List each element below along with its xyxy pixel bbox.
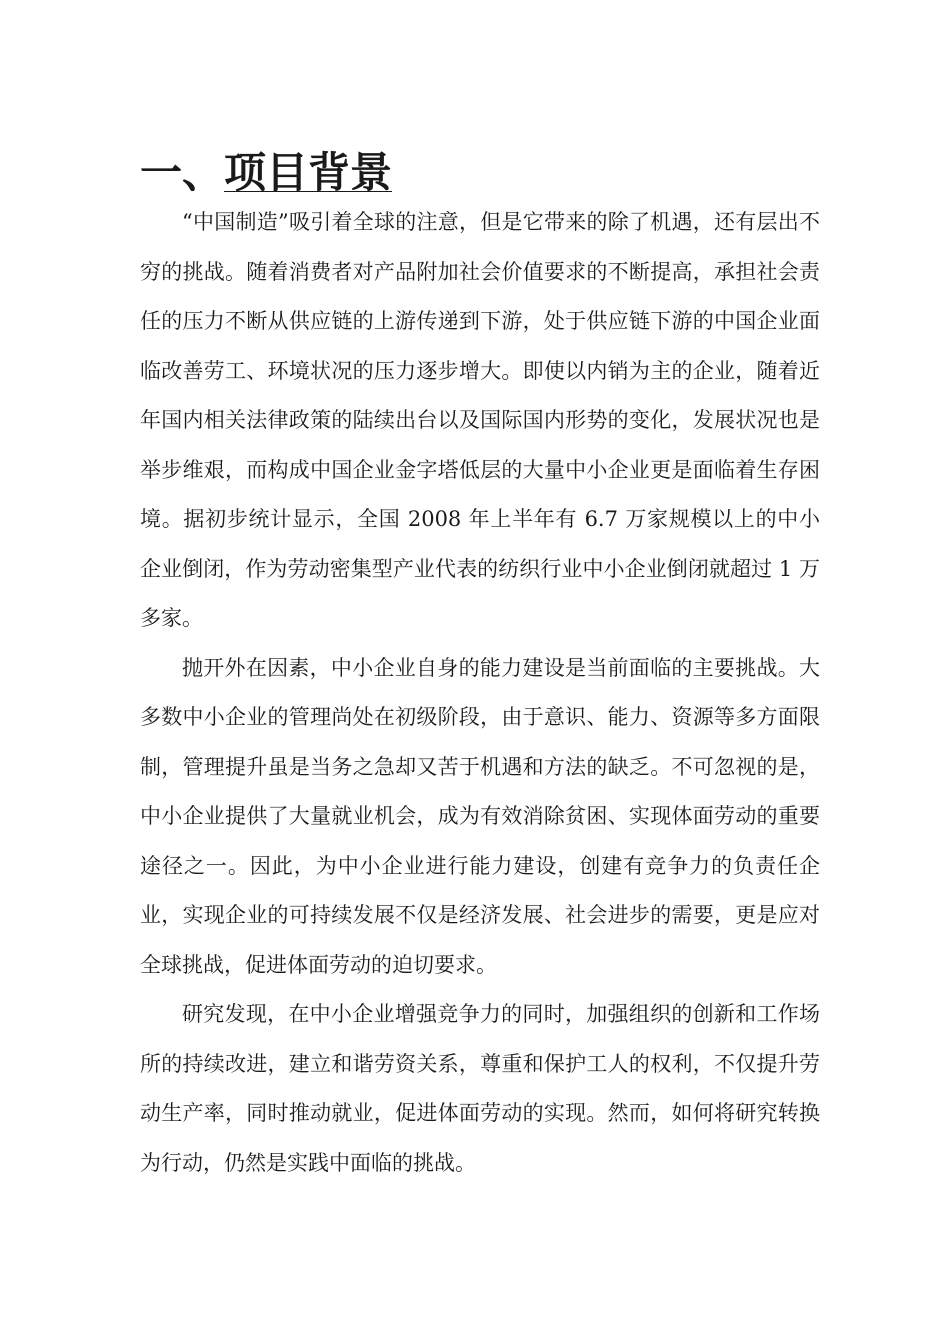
section-number: 一、 <box>140 148 225 197</box>
section-heading <box>140 148 820 198</box>
body-paragraph-3: 研究发现，在中小企业增强竞争力的同时，加强组织的创新和工作场所的持续改进，建立和谐劳资关系，尊重和保护工人的权利，不仅提升劳动生产率，同时推动就业，促进体面劳动的实现。然而，如何将研究转换为行动，仍然是实践中面临的挑战。 <box>140 1002 820 1175</box>
body-paragraph-2: 抛开外在因素，中小企业自身的能力建设是当前面临的主要挑战。大多数中小企业的管理尚处在初级阶段，由于意识、能力、资源等多方面限制，管理提升虽是当务之急却又苦于机遇和方法的缺乏。不可忽视的是，中小企业提供了大量就业机会，成为有效消除贫困、实现体面劳动的重要途径之一。因此，为中小企业进行能力建设，创建有竞争力的负责任企业，实现企业的可持续发展不仅是经济发展、社会进步的需要，更是应对全球挑战，促进体面劳动的迫切要求。 <box>140 655 820 977</box>
document-page <box>140 148 820 1188</box>
section-title: 项目背景 <box>224 148 393 197</box>
body-paragraph-1: “中国制造”吸引着全球的注意，但是它带来的除了机遇，还有层出不穷的挑战。随着消费者对产品附加社会价值要求的不断提高，承担社会责任的压力不断从供应链的上游传递到下游，处于供应链下游的中国企业面临改善劳工、环境状况的压力逐步增大。即使以内销为主的企业，随着近年国内相关法律政策的陆续出台以及国际国内形势的变化，发展状况也是举步维艰，而构成中国企业金字塔低层的大量中小企业更是面临着生存困境。据初步统计显示，全国 2008 年上半年有 6.7 万家规模以上的中小企业倒闭，作为劳动密集型产业代表的纺织行业中小企业倒闭就超过 1 万多家。 <box>140 210 820 630</box>
